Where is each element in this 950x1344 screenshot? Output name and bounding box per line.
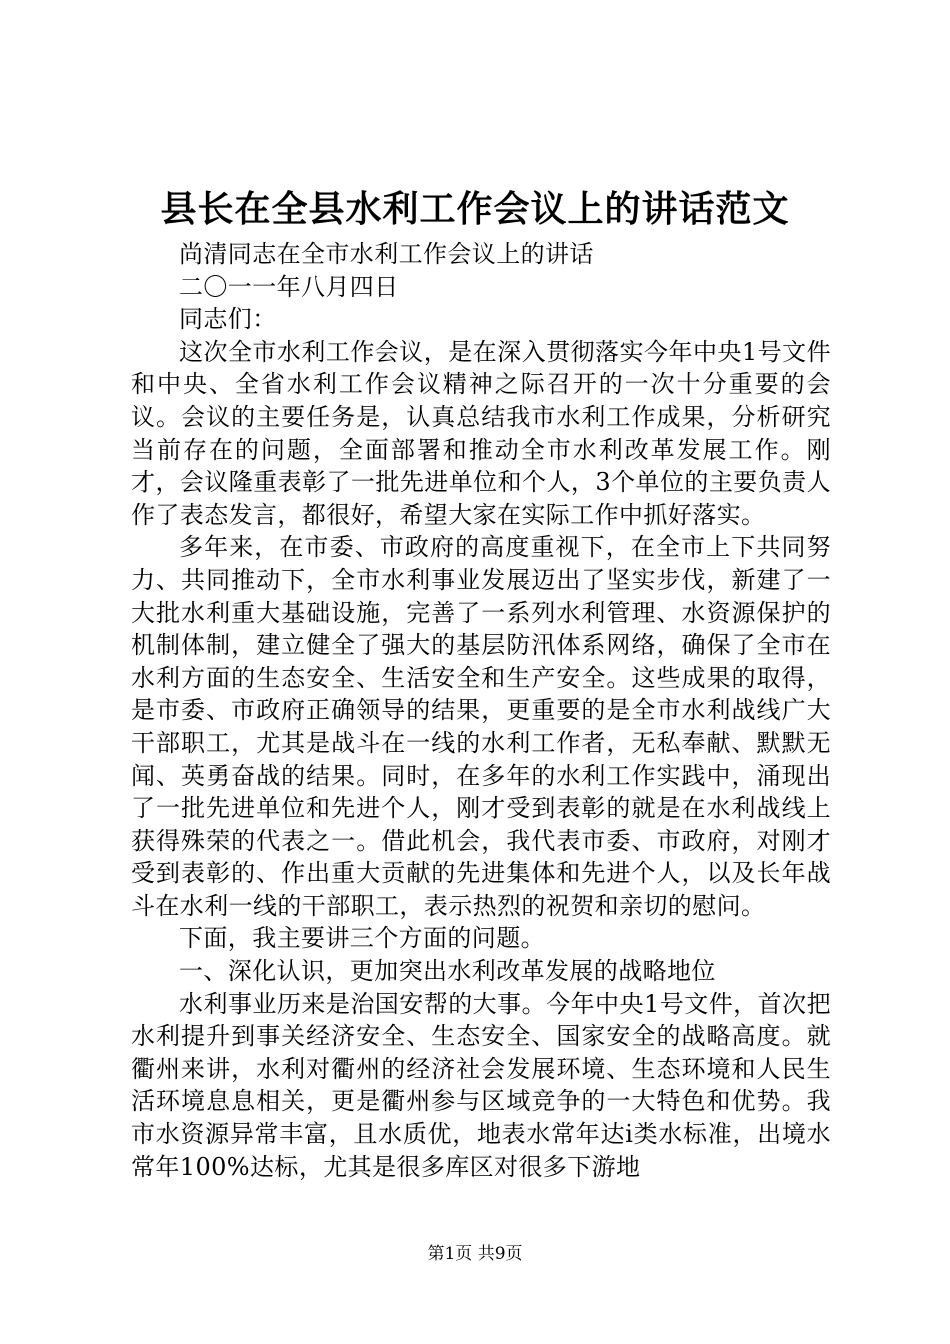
speech-date: 二〇一一年八月四日 [179, 272, 399, 301]
page-footer: 第1页 共9页 [427, 1244, 523, 1264]
document-title: 县长在全县水利工作会议上的讲话范文 [160, 188, 790, 230]
paragraph: 这次全市水利工作会议，是在深入贯彻落实今年中央1号文件和中央、全省水利工作会议精神之际召开的一次十分重要的会议。会议的主要任务是，认真总结我市水利工作成果，分析研究当前存在的问题，全面部署和推动全市水利改革发展工作。刚才，会议隆重表彰了一批先进单位和个人，3个单位的主要负责人作了表态发言，都很好，希望大家在实际工作中抓好落实。 [131, 337, 831, 529]
paragraph: 水利事业历来是治国安帮的大事。今年中央1号文件，首次把水利提升到事关经济安全、生态安全、国家安全的战略高度。就衢州来讲，水利对衢州的经济社会发展环境、生态环境和人民生活环境息息相关，更是衢州参与区域竞争的一大特色和优势。我市水资源异常丰富，且水质优，地表水常年达ⅰ类水标准，出境水常年100%达标，尤其是很多库区对很多下游地 [131, 989, 831, 1181]
paragraph: 多年来，在市委、市政府的高度重视下，在全市上下共同努力、共同推动下，全市水利事业发展迈出了坚实步伐，新建了一大批水利重大基础设施，完善了一系列水利管理、水资源保护的机制体制，建立健全了强大的基层防汛体系网络，确保了全市在水利方面的生态安全、生活安全和生产安全。这些成果的取得，是市委、市政府正确领导的结果，更重要的是全市水利战线广大干部职工，尤其是战斗在一线的水利工作者，无私奉献、默默无闻、英勇奋战的结果。同时，在多年的水利工作实践中，涌现出了一批先进单位和先进个人，刚才受到表彰的就是在水利战线上获得殊荣的代表之一。借此机会，我代表市委、市政府，对刚才受到表彰的、作出重大贡献的先进集体和先进个人，以及长年战斗在水利一线的干部职工，表示热烈的祝贺和亲切的慰问。 [131, 533, 831, 920]
paragraph: 下面，我主要讲三个方面的问题。 [179, 924, 545, 953]
document-body [131, 238, 831, 1183]
speech-subtitle: 尚清同志在全市水利工作会议上的讲话 [179, 240, 594, 268]
salutation: 同志们： [179, 305, 277, 334]
section-heading: 一、深化认识，更加突出水利改革发展的战略地位 [179, 957, 716, 986]
